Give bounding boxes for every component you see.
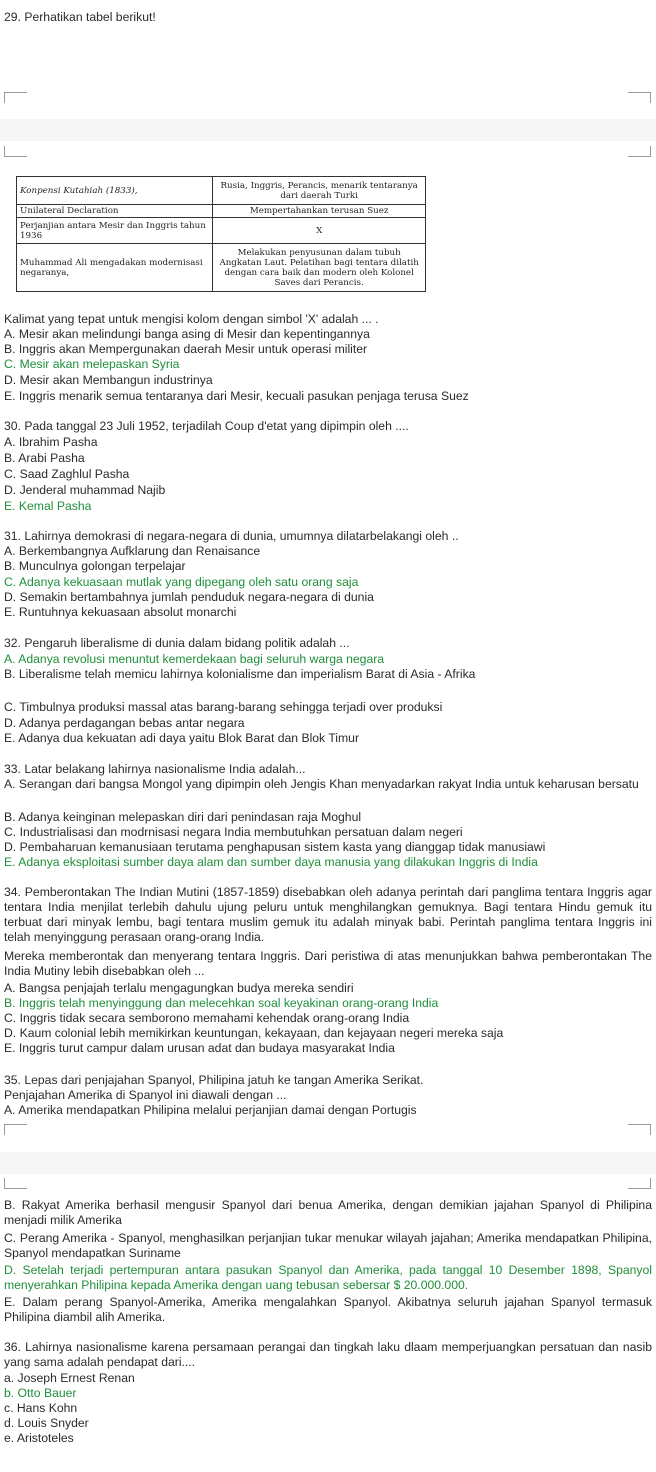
q30-option-a[interactable]: A. Ibrahim Pasha xyxy=(4,435,98,449)
table-cell: Unilateral Declaration xyxy=(17,205,213,218)
q35-option-b[interactable]: B. Rakyat Amerika berhasil mengusir Spanyol dari benua Amerika, dengan demikian jajahan Spanyol di Philipina menjadi milik Amerika xyxy=(4,1198,652,1227)
q31-option-b[interactable]: B. Munculnya golongan terpelajar xyxy=(4,559,186,573)
table-row xyxy=(17,205,426,218)
table-cell: Muhammad Ali mengadakan modernisasi negaranya, xyxy=(17,244,213,292)
crop-mark-icon xyxy=(628,92,651,103)
q30-option-e[interactable]: E. Kemal Pasha xyxy=(4,499,92,513)
q30-option-d[interactable]: D. Jenderal muhammad Najib xyxy=(4,483,166,497)
table-row xyxy=(17,218,426,244)
table-cell: Melakukan penyusunan dalam tubuh Angkatan Laut. Pelatihan bagi tentara dilatih dengan cara baik dan modern oleh Kolonel Saves dari Perancis. xyxy=(213,244,426,292)
crop-mark-icon xyxy=(628,1124,651,1135)
q32-option-d[interactable]: D. Adanya perdagangan bebas antar negara xyxy=(4,716,245,730)
table-cell: Perjanjian antara Mesir dan Inggris tahun 1936 xyxy=(17,218,213,244)
q36-option-b[interactable]: b. Otto Bauer xyxy=(4,1386,77,1400)
q34-option-a[interactable]: A. Bangsa penjajah terlalu mengagungkan budya mereka sendiri xyxy=(4,981,354,995)
q30-option-b[interactable]: B. Arabi Pasha xyxy=(4,451,85,465)
table-row xyxy=(17,244,426,292)
q34-option-b[interactable]: B. Inggris telah menyinggung dan melecehkan soal keyakinan orang-orang India xyxy=(4,996,439,1010)
crop-mark-icon xyxy=(4,1178,27,1189)
table-cell: Konpensi Kutahiah (1833), xyxy=(17,177,213,205)
crop-mark-icon xyxy=(628,146,651,157)
q33-question: 33. Latar belakang lahirnya nasionalisme India adalah... xyxy=(4,762,306,776)
q36-question: 36. Lahirnya nasionalisme karena persamaan perangai dan tingkah laku dlaam memperjuangkan persatuan dan nasib yang sama adalah pendapat dari.... xyxy=(4,1340,652,1369)
q29-option-e[interactable]: E. Inggris menarik semua tentaranya dari Mesir, kecuali pasukan penjaga terusa Suez xyxy=(4,389,469,403)
q36-option-d[interactable]: d. Louis Snyder xyxy=(4,1416,89,1430)
q36-option-a[interactable]: a. Joseph Ernest Renan xyxy=(4,1371,135,1385)
q36-option-e[interactable]: e. Aristoteles xyxy=(4,1431,74,1445)
q31-option-c[interactable]: C. Adanya kekuasaan mutlak yang dipegang oleh satu orang saja xyxy=(4,575,359,589)
q36-option-c[interactable]: c. Hans Kohn xyxy=(4,1401,78,1415)
q29-option-a[interactable]: A. Mesir akan melindungi banga asing di Mesir dan kepentingannya xyxy=(4,327,370,341)
q34-question: 34. Pemberontakan The Indian Mutini (1857-1859) disebabkan oleh adanya perintah dari panglima tentara Inggris agar tentara India menjilat terlebih dahulu ujung peluru untuk menghilangkan gemuknya. Bagi tentara Hindu gemuk itu terbuat dari minyak lembu, bagi tentara muslim gemuk itu adalah minyak babi. Perintah panglima tentara Inggris ini telah menyinggung perasaan orang-orang India. xyxy=(4,885,652,944)
q33-option-b[interactable]: B. Adanya keinginan melepaskan diri dari penindasan raja Moghul xyxy=(4,810,362,824)
q34-option-e[interactable]: E. Inggris turut campur dalam urusan adat dan budaya masyarakat India xyxy=(4,1041,395,1055)
q29-option-c[interactable]: C. Mesir akan melepaskan Syria xyxy=(4,357,180,371)
q29-prompt: 29. Perhatikan tabel berikut! xyxy=(4,10,156,24)
q33-option-d[interactable]: D. Pembaharuan kemanusiaan terutama penghapusan sistem kasta yang dianggap tidak manusiawi xyxy=(4,840,546,854)
q35-option-d[interactable]: D. Setelah terjadi pertempuran antara pasukan Spanyol dan Amerika, pada tanggal 10 Desember 1898, Spanyol menyerahkan Philipina kepada Amerika dengan uang tebusan sebersar $ 20.000.000. xyxy=(4,1263,652,1292)
q34-option-c[interactable]: C. Inggris tidak secara semborono memahami kehendak orang-orang India xyxy=(4,1011,410,1025)
q31-option-a[interactable]: A. Berkembangnya Aufklarung dan Renaisance xyxy=(4,544,261,558)
page-gap xyxy=(0,1152,656,1174)
q35-question-continued: Penjajahan Amerika di Spanyol ini diawali dengan ... xyxy=(4,1088,287,1102)
q30-option-c[interactable]: C. Saad Zaghlul Pasha xyxy=(4,467,130,481)
crop-mark-icon xyxy=(4,1124,27,1135)
q35-option-a[interactable]: A. Amerika mendapatkan Philipina melalui perjanjian damai dengan Portugis xyxy=(4,1103,417,1117)
crop-mark-icon xyxy=(4,146,27,157)
table-cell: Rusia, Inggris, Perancis, menarik tentaranya dari daerah Turki xyxy=(213,177,426,205)
q33-option-a[interactable]: A. Serangan dari bangsa Mongol yang dipimpin oleh Jengis Khan menyadarkan rakyat India untuk keharusan bersatu xyxy=(4,777,639,791)
q29-table xyxy=(16,176,426,292)
q33-option-e[interactable]: E. Adanya eksploitasi sumber daya alam dan sumber daya manusia yang dilakukan Inggris di India xyxy=(4,855,538,869)
table-cell: X xyxy=(213,218,426,244)
q31-option-d[interactable]: D. Semakin bertambahnya jumlah penduduk negara-negara di dunia xyxy=(4,590,374,604)
q34-question-continued: Mereka memberontak dan menyerang tentara Inggris. Dari peristiwa di atas menunjukkan bahwa pemberontakan The India Mutiny lebih disebabkan oleh ... xyxy=(4,949,652,978)
q32-option-b[interactable]: B. Liberalisme telah memicu lahirnya kolonialisme dan imperialism Barat di Asia - Afrika xyxy=(4,667,476,681)
q30-question: 30. Pada tanggal 23 Juli 1952, terjadilah Coup d'etat yang dipimpin oleh .... xyxy=(4,419,409,433)
q31-option-e[interactable]: E. Runtuhnya kekuasaan absolut monarchi xyxy=(4,605,237,619)
q29-option-b[interactable]: B. Inggris akan Mempergunakan daerah Mesir untuk operasi militer xyxy=(4,342,368,356)
table-cell: Mempertahankan terusan Suez xyxy=(213,205,426,218)
q35-option-e[interactable]: E. Dalam perang Spanyol-Amerika, Amerika mengalahkan Spanyol. Akibatnya seluruh jajahan Spanyol termasuk Philipina diambil alih Amerika. xyxy=(4,1295,652,1324)
q32-question: 32. Pengaruh liberalisme di dunia dalam bidang politik adalah ... xyxy=(4,636,350,650)
page-gap xyxy=(0,119,656,141)
q32-option-c[interactable]: C. Timbulnya produksi massal atas barang-barang sehingga terjadi over produksi xyxy=(4,700,443,714)
q29-question: Kalimat yang tepat untuk mengisi kolom dengan simbol 'X' adalah ... . xyxy=(4,312,379,326)
q29-option-d[interactable]: D. Mesir akan Membangun industrinya xyxy=(4,373,213,387)
crop-mark-icon xyxy=(628,1178,651,1189)
q35-question: 35. Lepas dari penjajahan Spanyol, Philipina jatuh ke tangan Amerika Serikat. xyxy=(4,1073,424,1087)
q32-option-a[interactable]: A. Adanya revolusi menuntut kemerdekaan bagi seluruh warga negara xyxy=(4,652,385,666)
table-row xyxy=(17,177,426,205)
q32-option-e[interactable]: E. Adanya dua kekuatan adi daya yaitu Blok Barat dan Blok Timur xyxy=(4,731,360,745)
q33-option-c[interactable]: C. Industrialisasi dan modrnisasi negara India membutuhkan persatuan dalam negeri xyxy=(4,825,463,839)
crop-mark-icon xyxy=(4,92,27,103)
q34-option-d[interactable]: D. Kaum colonial lebih memikirkan keuntungan, kekayaan, dan kejayaan negeri mereka saja xyxy=(4,1026,504,1040)
q35-option-c[interactable]: C. Perang Amerika - Spanyol, menghasilkan perjanjian tukar menukar wilayah jajahan; Amerika mendapatkan Philipina, Spanyol mendapatkan Suriname xyxy=(4,1231,652,1260)
q31-question: 31. Lahirnya demokrasi di negara-negara di dunia, umumnya dilatarbelakangi oleh .. xyxy=(4,529,459,543)
